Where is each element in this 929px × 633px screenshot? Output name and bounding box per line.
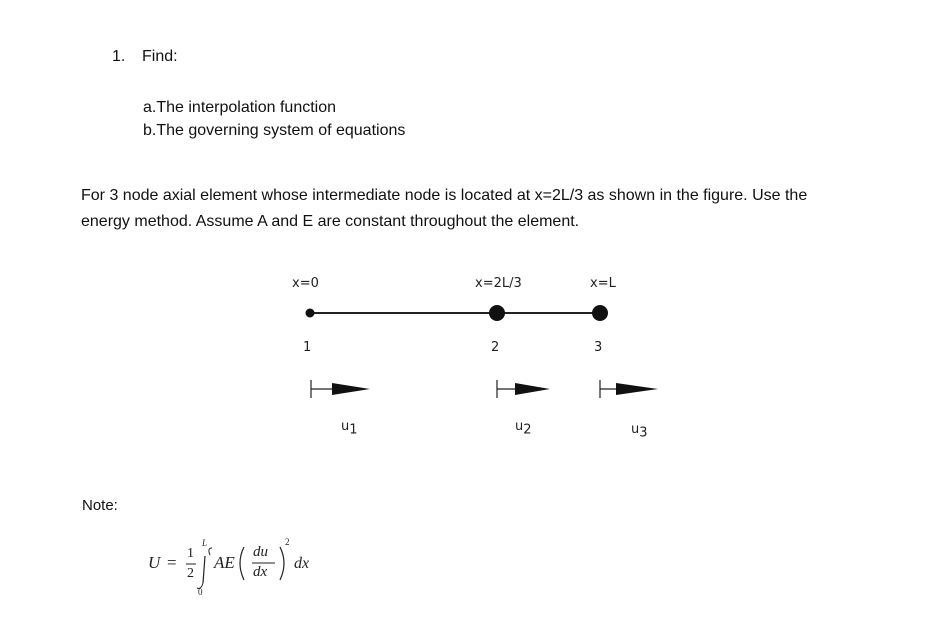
- formula-frac-num: 1: [187, 546, 194, 561]
- item-a-marker: a.: [143, 99, 157, 116]
- formula-equals: =: [167, 553, 177, 572]
- note-label: Note:: [82, 497, 118, 514]
- paragraph-line-1: For 3 node axial element whose intermediate node is located at x=2L/3 as shown in the figure. Use the: [81, 187, 808, 204]
- displacement-arrow-3: [600, 380, 658, 398]
- displacement-label-2-sub: 2: [523, 422, 532, 438]
- displacement-label-1-base: u: [341, 419, 350, 434]
- formula-lhs: U: [148, 553, 161, 572]
- position-label-x0: x=0: [292, 276, 319, 291]
- formula-differential: dx: [294, 555, 310, 572]
- item-b-marker: b.: [143, 122, 157, 139]
- problem-heading: Find:: [142, 48, 178, 65]
- displacement-label-1-sub: 1: [349, 422, 358, 438]
- displacement-arrow-1: [311, 380, 370, 398]
- problem-number: 1.: [112, 48, 126, 65]
- node-1-dot: [306, 309, 315, 318]
- formula-lower-limit: 0: [198, 587, 203, 597]
- node-2-dot: [489, 305, 505, 321]
- formula-deriv-num: du: [253, 544, 268, 560]
- formula-frac-den: 2: [187, 566, 194, 581]
- displacement-label-1: [341, 419, 358, 438]
- node-3-dot: [592, 305, 608, 321]
- node-number-2: 2: [491, 340, 500, 355]
- displacement-label-2: [515, 419, 532, 438]
- displacement-label-3-base: u: [631, 422, 640, 437]
- displacement-label-2-base: u: [515, 419, 524, 434]
- paragraph-line-2: energy method. Assume A and E are constant throughout the element.: [81, 213, 580, 230]
- formula-upper-limit: L: [202, 538, 208, 548]
- formula-integrand: AE: [214, 553, 235, 572]
- displacement-label-3: [631, 422, 648, 441]
- formula-deriv-den: dx: [253, 564, 268, 580]
- node-number-3: 3: [594, 340, 603, 355]
- item-a-text: The interpolation function: [156, 99, 337, 116]
- formula-strokes: [186, 547, 284, 588]
- position-label-xl: x=L: [590, 276, 616, 291]
- formula-power: 2: [285, 537, 290, 547]
- displacement-label-3-sub: 3: [639, 425, 648, 441]
- position-label-x2l3: x=2L/3: [475, 276, 522, 291]
- node-number-1: 1: [303, 340, 312, 355]
- item-b-text: The governing system of equations: [156, 122, 406, 139]
- displacement-arrow-2: [497, 380, 550, 398]
